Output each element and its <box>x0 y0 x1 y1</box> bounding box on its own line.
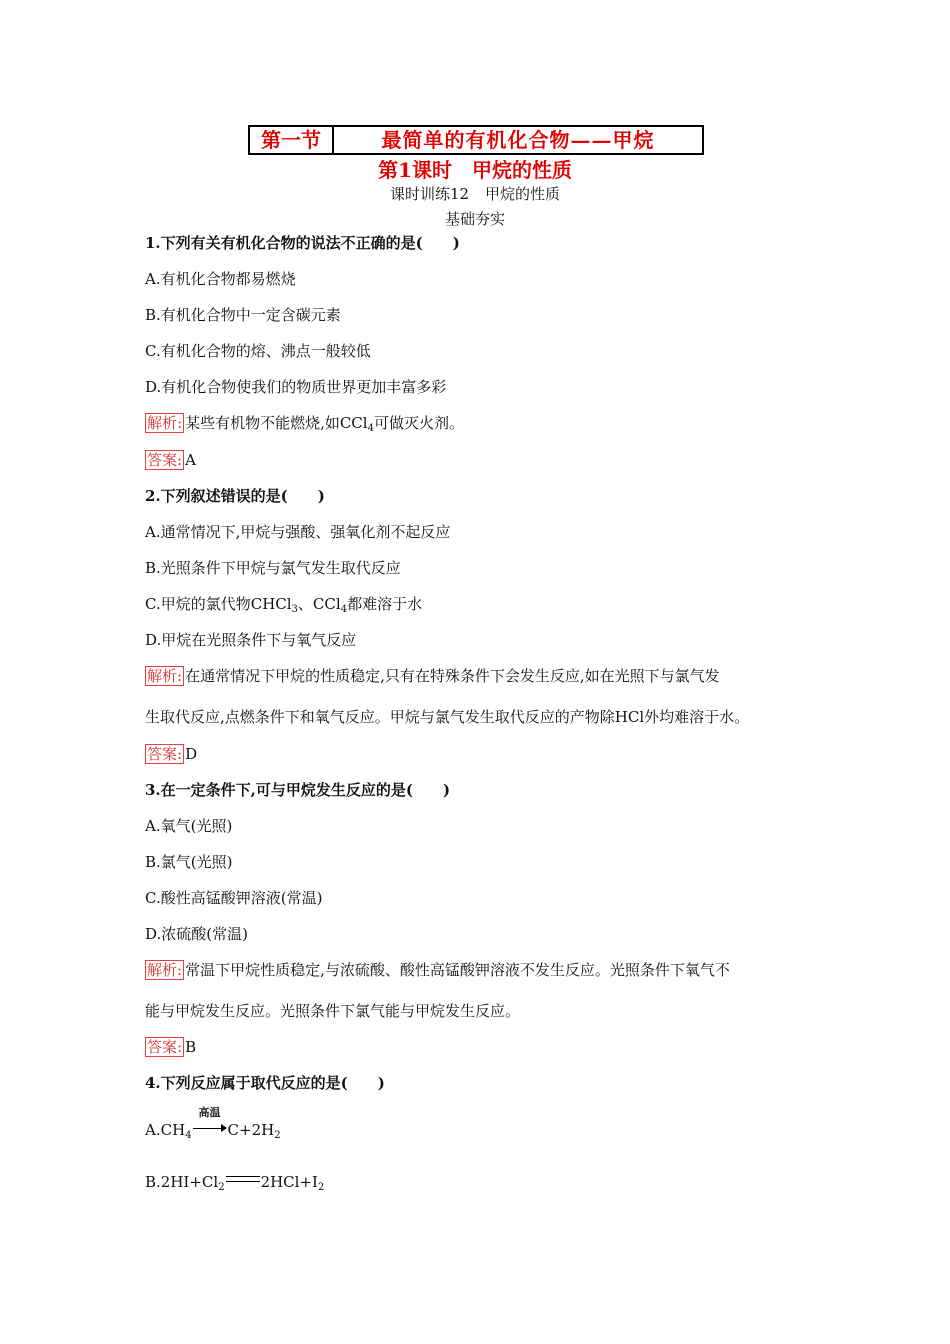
q4-stem: 4.下列反应属于取代反应的是( ) <box>145 1074 385 1092</box>
q1-option-d: D.有机化合物使我们的物质世界更加丰富多彩 <box>145 378 447 396</box>
q1-analysis: 解析: 某些有机物不能燃烧,如CCl$_4$可做灭火剂。 <box>147 414 464 434</box>
q3-analysis-line2: 能与甲烷发生反应。光照条件下氯气能与甲烷发生反应。 <box>145 1002 521 1020</box>
q3-option-c: C.酸性高锰酸钾溶液(常温) <box>145 889 323 907</box>
q3-analysis-line1: 解析: 常温下甲烷性质稳定,与浓硫酸、酸性高锰酸钾溶液不发生反应。光照条件下氧气不 <box>147 961 730 979</box>
q2-option-d: D.甲烷在光照条件下与氧气反应 <box>145 631 357 649</box>
q3-option-b: B.氯气(光照) <box>145 853 233 871</box>
q2-option-a: A.通常情况下,甲烷与强酸、强氧化剂不起反应 <box>145 523 451 541</box>
q1-stem: 1.下列有关有机化合物的说法不正确的是( ) <box>145 234 460 252</box>
q2-stem: 2.下列叙述错误的是( ) <box>145 487 325 505</box>
section-title: 最简单的有机化合物——甲烷 <box>381 128 655 152</box>
q3-stem: 3.在一定条件下,可与甲烷发生反应的是( ) <box>145 781 451 799</box>
answer-tag: 答案: <box>147 1038 183 1056</box>
training-label: 课时训练12 <box>389 185 470 203</box>
training-subtitle <box>0 184 950 204</box>
analysis-tag: 解析: <box>147 414 183 432</box>
q3-answer: 答案: B <box>147 1038 197 1056</box>
q4-option-a: $A.CH_4$ 高温 $C+2H_2$ <box>145 1106 281 1141</box>
q3-option-d: D.浓硫酸(常温) <box>145 925 248 943</box>
equals-sign-icon <box>226 1176 260 1182</box>
q2-analysis-line1: 解析: 在通常情况下甲烷的性质稳定,只有在特殊条件下会发生反应,如在光照下与氯气发 <box>147 667 720 685</box>
section-title-box <box>248 125 704 155</box>
answer-tag: 答案: <box>147 451 183 469</box>
q1-answer: 答案: A <box>147 451 196 469</box>
analysis-tag: 解析: <box>147 961 183 979</box>
training-topic: 甲烷的性质 <box>485 185 561 203</box>
q2-option-b: B.光照条件下甲烷与氯气发生取代反应 <box>145 559 401 577</box>
answer-tag: 答案: <box>147 745 183 763</box>
reaction-arrow-icon <box>193 1106 227 1135</box>
level-heading: 基础夯实 <box>444 210 505 228</box>
q1-option-c: C.有机化合物的熔、沸点一般较低 <box>145 342 371 360</box>
q2-analysis-line2: 生取代反应,点燃条件下和氧气反应。甲烷与氯气发生取代反应的产物除HCl外均难溶于水。 <box>145 708 750 726</box>
q3-option-a: A.氧气(光照) <box>145 817 233 835</box>
q4-option-b: $B.2HI+Cl_2$ $2HCl+I_2$ <box>145 1173 325 1193</box>
q1-option-a: A.有机化合物都易燃烧 <box>145 270 296 288</box>
q1-option-b: B.有机化合物中一定含碳元素 <box>145 306 341 324</box>
lesson-title: 第1课时 甲烷的性质 <box>378 158 572 182</box>
q2-answer: 答案: D <box>147 745 198 763</box>
q2-option-c: C.甲烷的氯代物CHCl$_3$、CCl$_4$都难溶于水 <box>145 595 423 615</box>
reaction-condition: 高温 <box>198 1106 221 1119</box>
analysis-tag: 解析: <box>147 667 183 685</box>
section-number: 第一节 <box>250 127 334 153</box>
